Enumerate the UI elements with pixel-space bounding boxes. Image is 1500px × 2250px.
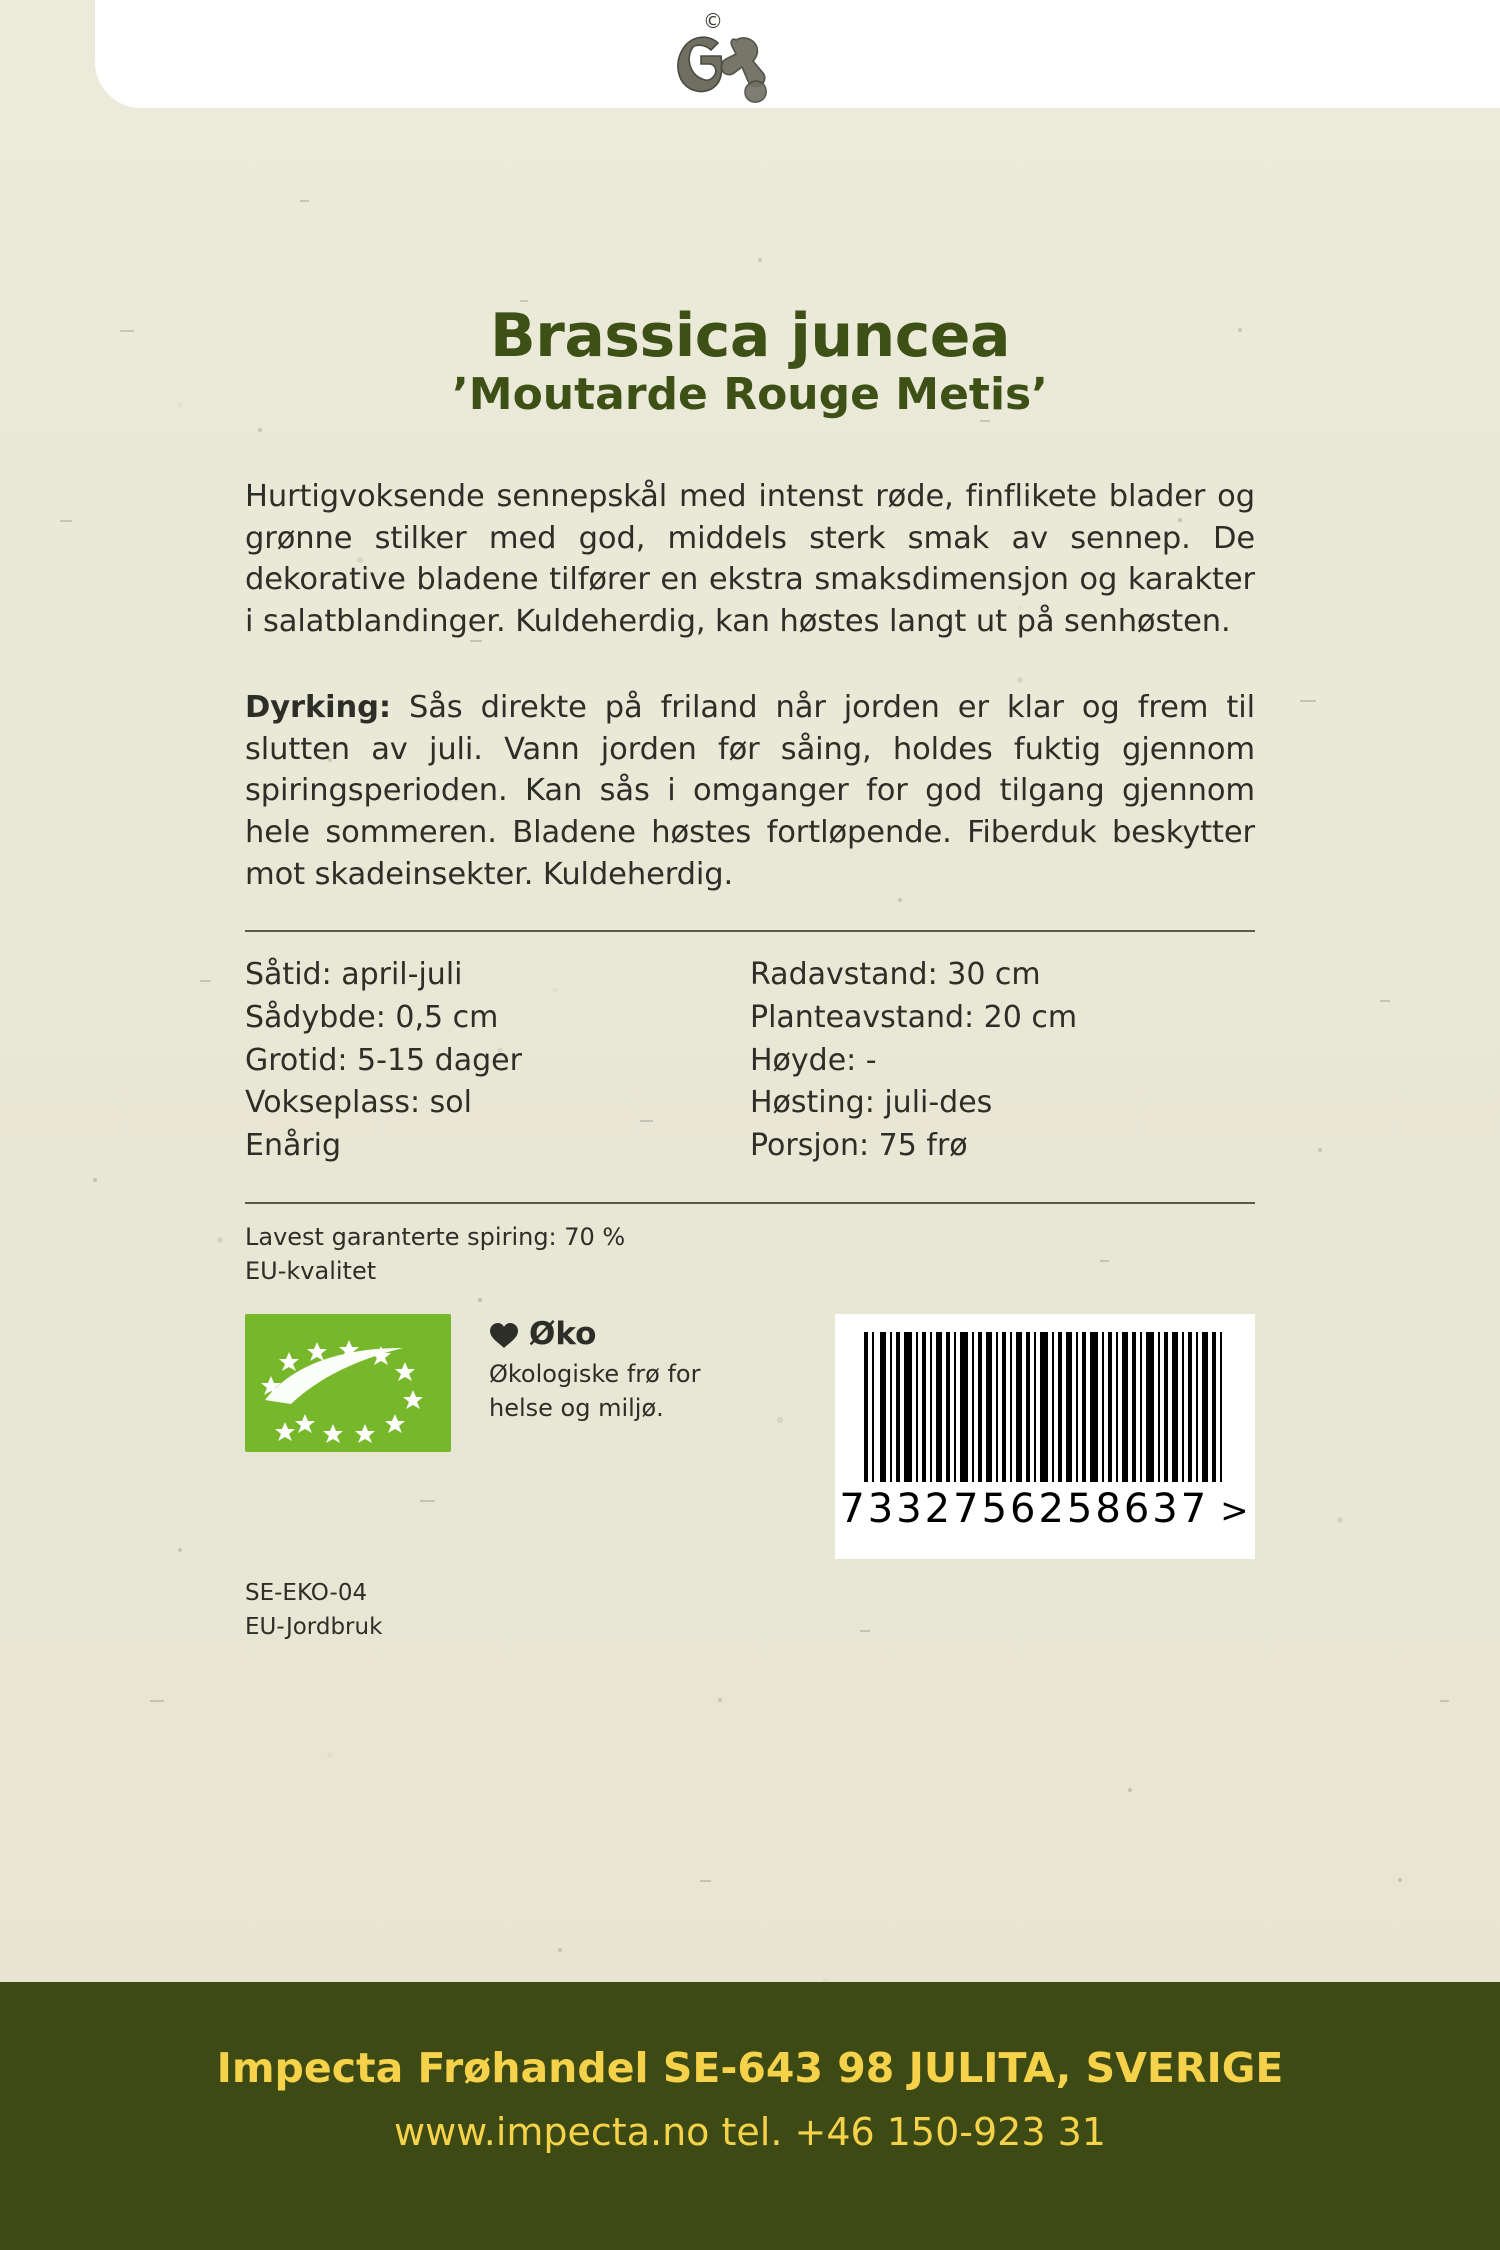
page-title-cultivar: ’Moutarde Rouge Metis’ [452, 369, 1048, 421]
fact-row: Såtid: april-juli [245, 956, 463, 992]
divider-top [245, 930, 1255, 932]
description-paragraph: Hurtigvoksende sennepskål med intenst røde, finflikete blader og grønne stilker med god, middels sterk smak av sennep. De dekorative bladene tilfører en ekstra smaksdimensjon og karakter i salatblandinger. Kuldeherdig, kan høstes langt ut på senhøsten. [245, 478, 1255, 640]
eko-badge [489, 1314, 700, 1425]
facts-column-right [750, 954, 1255, 1168]
eu-code-line-2: EU-Jordbruk [245, 1613, 383, 1640]
growing-paragraph [245, 687, 1255, 896]
barcode-digits-row [838, 1486, 1251, 1532]
packet-content [0, 150, 1500, 1644]
packet-top-cutout [0, 0, 1500, 150]
certification-badges [245, 1314, 1255, 1559]
facts-table [245, 954, 1255, 1168]
barcode-digits: 7332756258637 [839, 1486, 1210, 1533]
eu-code-line-1: SE-EKO-04 [245, 1580, 368, 1607]
fact-row: Grotid: 5-15 dager [245, 1042, 522, 1078]
germination-line-1: Lavest garanterte spiring: 70 % [245, 1223, 626, 1252]
footer-contact-line: www.impecta.no tel. +46 150-923 31 [394, 2110, 1106, 2154]
svg-text:©: © [703, 9, 723, 33]
eko-subtext-line-1: Økologiske frø for [489, 1360, 701, 1389]
fact-row: Sådybde: 0,5 cm [245, 999, 499, 1035]
heart-icon [489, 1321, 519, 1348]
divider-bottom [245, 1202, 1255, 1204]
fact-row: Enårig [245, 1128, 342, 1164]
fact-row: Planteavstand: 20 cm [750, 999, 1078, 1035]
eko-title-row [489, 1316, 700, 1352]
eu-organic-leaf-icon [245, 1314, 451, 1452]
eko-subtext [489, 1358, 700, 1425]
footer-company-line: Impecta Frøhandel SE-643 98 JULITA, SVERIGE [216, 2044, 1284, 2092]
growing-text: Sås direkte på friland når jorden er klar og frem til slutten av juli. Vann jorden før såing, holdes fuktig gjennom spiringsperioden. Kan sås i omganger for god tilgang gjennom hele sommeren. Bladene høstes fortløpende. Fiberduk beskytter mot skadeinsekter. Kuldeherdig. [245, 689, 1255, 893]
eko-title: Øko [529, 1316, 597, 1353]
barcode-bars [860, 1332, 1230, 1482]
fact-row: Høyde: - [750, 1042, 877, 1078]
fact-row: Radavstand: 30 cm [750, 956, 1041, 992]
eu-certification-codes [245, 1577, 1255, 1644]
fact-row: Høsting: juli-des [750, 1085, 993, 1121]
footer [0, 1982, 1500, 2250]
fact-row: Vokseplass: sol [245, 1085, 472, 1121]
germination-info [245, 1220, 1255, 1288]
barcode-trailing: > [1220, 1491, 1252, 1532]
barcode [835, 1314, 1255, 1559]
eko-subtext-line-2: helse og miljø. [489, 1394, 664, 1423]
germination-line-2: EU-kvalitet [245, 1257, 377, 1286]
facts-column-left [245, 954, 750, 1168]
impecta-g-logo-icon [660, 6, 800, 136]
growing-label: Dyrking: [245, 689, 391, 725]
page-title-latin: Brassica juncea [490, 301, 1010, 371]
fact-row: Porsjon: 75 frø [750, 1128, 968, 1164]
